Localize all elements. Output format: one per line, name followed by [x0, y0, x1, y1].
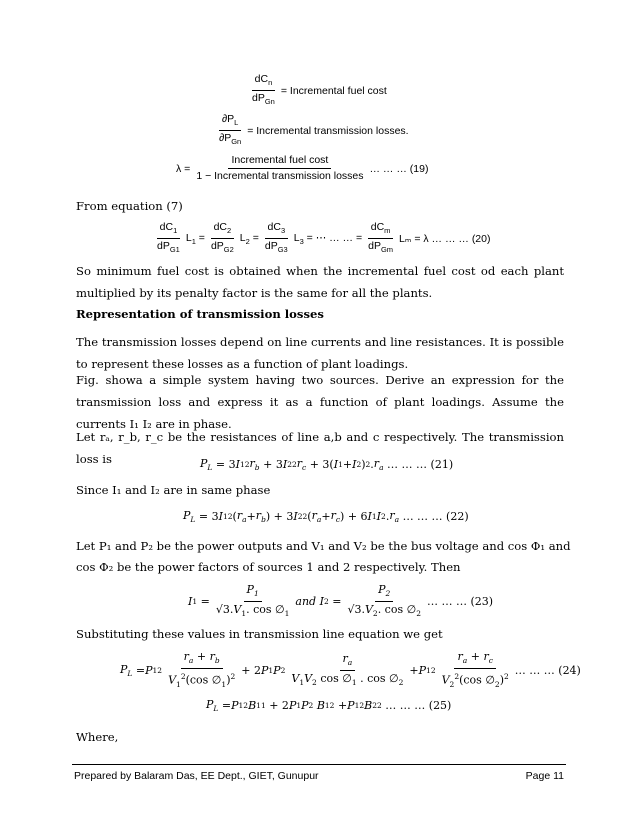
fraction-dcn-dpgn: $\frac{dC_n}{dP_{Gn}}$	[252, 73, 275, 107]
from-equation-label: From equation (7)	[76, 199, 183, 213]
equation-number: … … … (24)	[514, 664, 581, 678]
equation-conjunction: and	[295, 595, 317, 609]
where-label: Where,	[76, 730, 119, 744]
footer-divider	[72, 764, 566, 765]
footer-page-number: Page 11	[525, 770, 564, 782]
equation-number: … … … (23)	[426, 595, 494, 609]
equation-number: … … … (19)	[369, 162, 429, 175]
equation-text: = Incremental fuel cost	[280, 84, 387, 97]
equation-number: … … … (21)	[387, 458, 454, 472]
equation-number: … … … (22)	[402, 510, 469, 524]
equation-21: $P_L$ = 3 I 1 2 $r_b$ + 3 I 2 2 $r_c$ + 3( I 1 + I 2 ) 2 . $r_a$ … … … (21)	[200, 457, 454, 473]
page-footer	[74, 770, 564, 782]
section-heading: Representation of transmission losses	[76, 307, 324, 321]
paragraph-figure-description: Fig. showa a simple system having two sources. Derive an expression for the transmission loss and express it as a function of plant loadings. Assume the currents I₁ I₂ are in phase.	[76, 373, 564, 431]
equation-22: $P_L$ = 3 I 1 2 ( $r_a$ + $r_b$ ) + 3 I 2 2 ( $r_a$ + $r_c$ ) + 6 I 1 I 2 . $r_a$ … … … (22)	[183, 509, 469, 525]
paragraph-transmission-losses: The transmission losses depend on line currents and line resistances. It is possible to represent these losses as a function of plant loadings.	[76, 335, 564, 371]
same-phase-label: Since I₁ and I₂ are in same phase	[76, 483, 271, 497]
equation-23: I 1 = $\frac{P_1}{√3.V_1. \cos \emptyset_1}$ and I 2 = $\frac{P_2}{√3.V_2. \cos \emptyset_2}$ … … … (23)	[188, 583, 494, 619]
equation-incremental-transmission-losses	[213, 113, 409, 148]
equation-incremental-fuel-cost	[246, 73, 387, 108]
paragraph-minimum-fuel-cost: So minimum fuel cost is obtained when the incremental fuel cost od each plant multiplied by its penalty factor is the same for all the plants.	[76, 264, 564, 300]
equation-20: $\frac{dC_1}{dP_{G1}}$ $L_1$ = $\frac{dC_2}{dP_{G2}}$ $L_2$ = $\frac{dC_3}{dP_{G3}}$ $L_3$ = ⋯ … … = $\frac{dC_m}{dP_{Gm}}$ Lₘ = λ … … … (20)	[157, 221, 491, 255]
equation-19: λ = $\frac{\text{Incremental fuel cost}}{\text{1 − Incremental transmission losses}}$ … … … (19)	[176, 154, 429, 182]
equation-number: Lₘ = λ … … … (20)	[399, 232, 491, 245]
fraction-dpl-dpgn: $\frac{\partial P_L}{\partial P_{Gn}}$	[219, 113, 242, 147]
fraction-lambda: $\frac{\text{Incremental fuel cost}}{\text{1 − Incremental transmission losses}}$	[196, 154, 364, 182]
footer-author: Prepared by Balaram Das, EE Dept., GIET, Gunupur	[74, 770, 319, 782]
paragraph-line-resistances: Let rₐ, r_b, r_c be the resistances of line a,b and c respectively. The transmission loss is	[76, 430, 564, 466]
paragraph-substituting: Substituting these values in transmission line equation we get	[76, 627, 443, 641]
paragraph-power-outputs-line2: cos Φ₂ be the power factors of sources 1 and 2 respectively. Then	[76, 560, 461, 574]
paragraph-power-outputs-line1: Let P₁ and P₂ be the power outputs and V₁ and V₂ be the bus voltage and cos Φ₁ and	[76, 539, 571, 553]
equation-24: $P_L$ = P 1 2 $\frac{r_a + r_b}{V_1^2(\cos \emptyset_1)^2}$ + 2 P 1 P 2 $\frac{r_a}{V_1V_2 \cos \emptyset_1 . \cos \emptyset_2}$ + P 1 2 $\frac{r_a + r_c}{V_2^2(\cos \emptyset_2)^2}$ … … … (24)	[120, 650, 581, 690]
equation-25: $P_L$ = P 1 2 B 11 + 2 P 1 P 2 B 12 + P 1 2 B 22 … … … (25)	[206, 698, 452, 714]
equation-number: … … … (25)	[385, 699, 452, 713]
equation-text: = Incremental transmission losses.	[247, 124, 409, 137]
